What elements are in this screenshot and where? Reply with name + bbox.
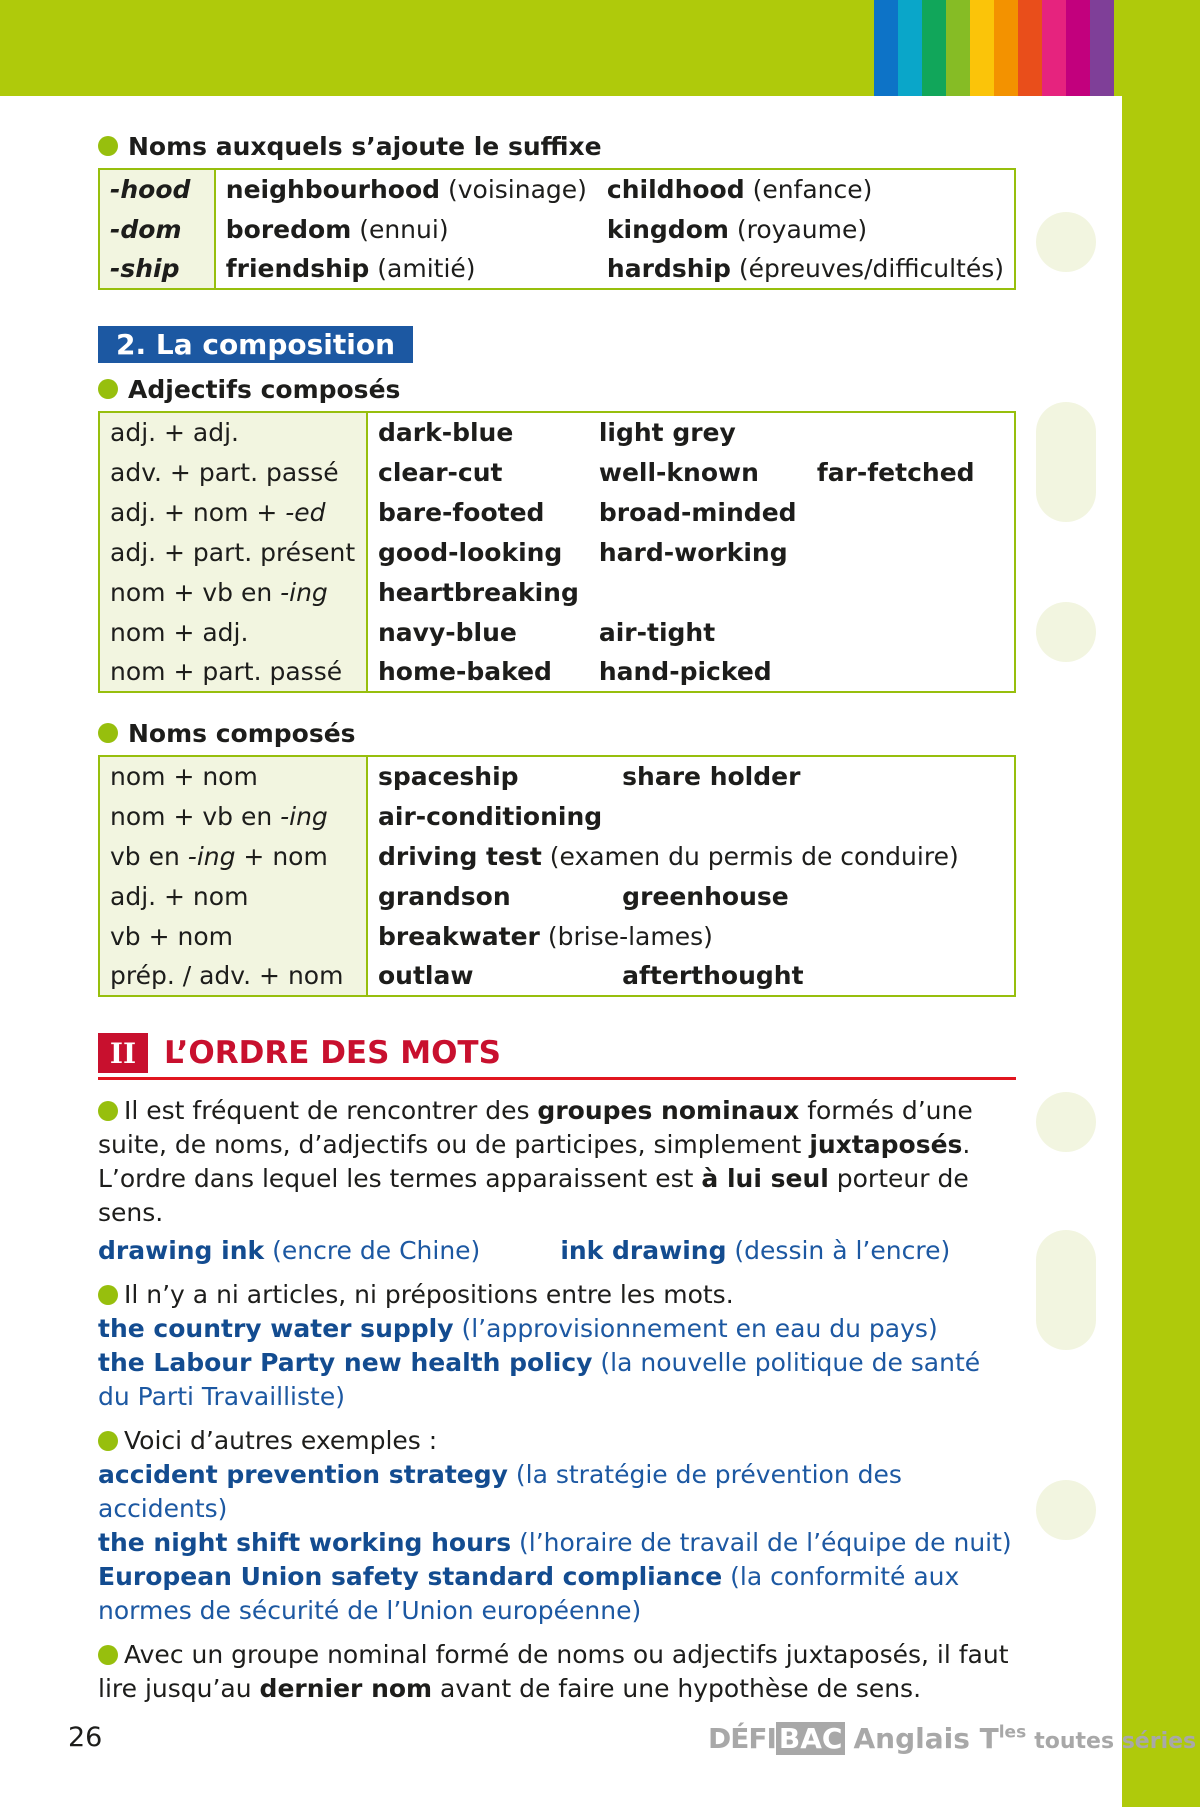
example-word: breakwater xyxy=(378,921,540,951)
translation: (ennui) xyxy=(359,214,449,244)
pattern-cell xyxy=(99,412,367,452)
bullet-icon xyxy=(98,136,118,156)
example-cell xyxy=(612,796,1015,836)
pattern-cell xyxy=(99,796,367,836)
example-word: outlaw xyxy=(378,961,474,990)
pattern-cell xyxy=(99,916,367,956)
translation: (examen du permis de conduire) xyxy=(541,841,959,871)
example xyxy=(98,1526,1016,1560)
pattern-cell xyxy=(99,612,367,652)
example xyxy=(98,1458,1016,1526)
pattern-text: nom + nom xyxy=(110,762,258,791)
table-row xyxy=(99,612,1015,652)
example-cell xyxy=(589,532,807,572)
pattern-text: vb en xyxy=(110,841,188,871)
bullet-icon xyxy=(98,1645,118,1665)
example-word: broad-minded xyxy=(598,497,797,527)
pattern-cell xyxy=(99,756,367,796)
example-word: heartbreaking xyxy=(378,577,579,607)
example-cell xyxy=(367,916,1015,956)
example-word: dark-blue xyxy=(378,418,514,447)
pattern-italic: -ing xyxy=(280,577,328,607)
example-word: hardship xyxy=(606,254,731,283)
suffix-cell xyxy=(99,249,215,289)
right-color-band xyxy=(1122,0,1200,1807)
bullet-icon xyxy=(98,379,118,399)
stripe xyxy=(898,0,922,96)
side-tab xyxy=(1036,402,1096,522)
pattern-text: nom + vb en xyxy=(110,801,281,831)
stripe xyxy=(946,0,970,96)
suffix-label: -dom xyxy=(110,214,182,244)
example-cell xyxy=(367,532,589,572)
example-word: navy-blue xyxy=(378,617,517,647)
example-cell xyxy=(612,956,1015,996)
example-list xyxy=(98,1458,1016,1628)
example-word: boredom xyxy=(225,214,352,244)
example-word: greenhouse xyxy=(622,881,789,911)
suffix-cell xyxy=(99,209,215,249)
example-cell xyxy=(612,756,1015,796)
example: drawing ink (encre de Chine) xyxy=(98,1236,481,1265)
translation: (la stratégie de prévention des accidents) xyxy=(98,1460,902,1523)
example: ink drawing (dessin à l’encre) xyxy=(560,1236,951,1265)
table-row xyxy=(99,652,1015,692)
bullet-icon xyxy=(98,1431,118,1451)
table-row xyxy=(99,169,1015,209)
part-label: L’ORDRE DES MOTS xyxy=(164,1035,501,1071)
translation: (épreuves/difficultés) xyxy=(738,254,1004,283)
pattern-cell xyxy=(99,836,367,876)
pattern-text: adj. + part. présent xyxy=(110,537,356,567)
pattern-italic: -ing xyxy=(280,801,328,831)
example xyxy=(98,1560,1016,1628)
example-cell xyxy=(589,412,807,452)
example-cell xyxy=(367,652,589,692)
pattern-cell xyxy=(99,876,367,916)
example-word: neighbourhood xyxy=(225,175,441,204)
example-cell xyxy=(215,169,597,209)
paragraph: Avec un groupe nominal formé de noms ou adjectifs juxtaposés, il faut lire jusqu’au dernier nom avant de faire une hypothèse de sens. xyxy=(98,1640,1009,1703)
example-cell xyxy=(589,572,807,612)
table-row xyxy=(99,956,1015,996)
example-cell xyxy=(807,412,1015,452)
stripe xyxy=(1018,0,1042,96)
translation: (l’horaire de travail de l’équipe de nuit) xyxy=(511,1528,1012,1557)
example-word: air-conditioning xyxy=(378,801,603,831)
example-word: air-tight xyxy=(598,617,716,647)
pattern-cell xyxy=(99,652,367,692)
translation: (royaume) xyxy=(736,214,868,244)
example-word: friendship xyxy=(225,254,370,283)
pattern-text: nom + adj. xyxy=(110,617,249,647)
example-word: good-looking xyxy=(378,537,563,567)
pattern-cell xyxy=(99,532,367,572)
side-tab xyxy=(1036,212,1096,272)
example-word: clear-cut xyxy=(378,457,503,487)
compound-adjectives-table xyxy=(98,411,1016,693)
pattern-text: vb + nom xyxy=(110,921,233,951)
example-cell xyxy=(597,169,1015,209)
translation: (la nouvelle politique de santé du Parti Travailliste) xyxy=(98,1348,981,1411)
example-cell xyxy=(367,612,589,652)
table-row xyxy=(99,492,1015,532)
translation: (amitié) xyxy=(377,254,476,283)
suffix-label: -hood xyxy=(110,175,191,204)
example-cell xyxy=(807,652,1015,692)
example-cell xyxy=(367,452,589,492)
example-word: afterthought xyxy=(622,961,804,990)
example-cell xyxy=(612,876,1015,916)
pattern-cell xyxy=(99,492,367,532)
example-cell xyxy=(589,452,807,492)
example-word: kingdom xyxy=(606,214,729,244)
table-row xyxy=(99,796,1015,836)
example-cell xyxy=(597,209,1015,249)
pattern-italic: -ing xyxy=(187,841,236,871)
example-list xyxy=(98,1312,1016,1414)
example-pair xyxy=(98,1234,1016,1268)
example-word: hand-picked xyxy=(598,657,772,686)
brand-series: toutes séries xyxy=(1034,1729,1197,1754)
example-word: bare-footed xyxy=(378,497,545,527)
bullet-icon xyxy=(98,1285,118,1305)
nouns-heading: Noms composés xyxy=(98,715,1016,751)
table-row xyxy=(99,249,1015,289)
example-cell xyxy=(589,492,807,532)
example-phrase: the country water supply xyxy=(98,1314,454,1343)
example-cell xyxy=(367,572,589,612)
example-cell xyxy=(367,756,612,796)
pattern-text: + nom xyxy=(235,841,328,871)
suffix-heading: Noms auxquels s’ajoute le suffixe xyxy=(98,128,1016,164)
pattern-cell xyxy=(99,452,367,492)
brand-defi: DÉFI xyxy=(708,1722,776,1755)
pattern-cell xyxy=(99,956,367,996)
part-title xyxy=(98,1033,1016,1080)
translation: (voisinage) xyxy=(447,175,587,204)
stripe xyxy=(922,0,946,96)
brand-title: Anglais $T^{les}$ xyxy=(853,1722,1027,1755)
table-row xyxy=(99,532,1015,572)
suffix-cell xyxy=(99,169,215,209)
example-cell xyxy=(367,796,612,836)
example-word: well-known xyxy=(598,457,759,487)
table-row xyxy=(99,452,1015,492)
example-cell xyxy=(807,532,1015,572)
stripe xyxy=(1042,0,1066,96)
example-word: home-baked xyxy=(378,657,552,686)
example xyxy=(98,1312,1016,1346)
stripe xyxy=(970,0,994,96)
example-cell xyxy=(367,836,1015,876)
example-cell xyxy=(367,956,612,996)
pattern-cell xyxy=(99,572,367,612)
part-number: II xyxy=(98,1033,148,1073)
example-phrase: the Labour Party new health policy xyxy=(98,1348,593,1377)
example-cell xyxy=(807,572,1015,612)
example-cell xyxy=(215,209,597,249)
compound-nouns-table xyxy=(98,755,1016,997)
adjectives-heading: Adjectifs composés xyxy=(98,371,1016,407)
table-row xyxy=(99,916,1015,956)
example-word: share holder xyxy=(622,762,801,791)
table-row xyxy=(99,756,1015,796)
table-row xyxy=(99,876,1015,916)
side-tab xyxy=(1036,602,1096,662)
footer-brand xyxy=(708,1722,1196,1755)
example-cell xyxy=(367,492,589,532)
pattern-text: nom + part. passé xyxy=(110,657,343,686)
side-tab xyxy=(1036,1230,1096,1350)
pattern-text: adj. + adj. xyxy=(110,418,240,447)
stripe xyxy=(1066,0,1090,96)
example-word: grandson xyxy=(378,881,511,911)
page-content xyxy=(98,128,1016,1706)
pattern-text: adj. + nom xyxy=(110,881,249,911)
example-cell xyxy=(589,652,807,692)
example-word: spaceship xyxy=(378,762,519,791)
side-tab xyxy=(1036,1480,1096,1540)
translation: (la conformité aux normes de sécurité de l’Union européenne) xyxy=(98,1562,960,1625)
example-phrase: accident prevention strategy xyxy=(98,1460,508,1489)
example xyxy=(98,1346,1016,1414)
example-cell xyxy=(597,249,1015,289)
rainbow-stripes xyxy=(874,0,1114,96)
translation: (l’approvisionnement en eau du pays) xyxy=(453,1314,938,1343)
paragraph: Il n’y a ni articles, ni prépositions entre les mots. xyxy=(98,1278,1016,1312)
example-cell xyxy=(367,412,589,452)
table-row xyxy=(99,572,1015,612)
paragraph: Il est fréquent de rencontrer des groupes nominaux formés d’une suite, de noms, d’adjectifs ou de participes, simplement juxtaposés. L’ordre dans lequel les termes apparaissent est à lui seul porteur de sens. xyxy=(98,1096,973,1227)
table-row xyxy=(99,412,1015,452)
example-cell xyxy=(807,452,1015,492)
translation: (brise-lames) xyxy=(539,921,713,951)
pattern-text: adj. + nom + xyxy=(110,497,286,527)
example-cell xyxy=(367,876,612,916)
example-word: hard-working xyxy=(598,537,788,567)
paragraph: Voici d’autres exemples : xyxy=(98,1424,1016,1458)
pattern-text: prép. / adv. + nom xyxy=(110,961,344,990)
page-number: 26 xyxy=(68,1722,103,1753)
suffix-label: -ship xyxy=(110,254,180,283)
suffix-table xyxy=(98,168,1016,290)
pattern-text: nom + vb en xyxy=(110,577,281,607)
translation: (enfance) xyxy=(752,175,873,204)
example-word: far-fetched xyxy=(816,457,975,487)
example-cell xyxy=(807,612,1015,652)
stripe xyxy=(1090,0,1114,96)
pattern-italic: -ed xyxy=(285,497,326,527)
example-phrase: European Union safety standard compliance xyxy=(98,1562,723,1591)
brand-bac: BAC xyxy=(776,1722,846,1755)
example-word: childhood xyxy=(606,175,745,204)
section-title: 2. La composition xyxy=(98,326,413,363)
table-row xyxy=(99,209,1015,249)
stripe xyxy=(994,0,1018,96)
example-phrase: the night shift working hours xyxy=(98,1528,512,1557)
example-word: driving test xyxy=(378,841,542,871)
stripe xyxy=(874,0,898,96)
pattern-text: adv. + part. passé xyxy=(110,457,339,487)
table-row xyxy=(99,836,1015,876)
bullet-icon xyxy=(98,723,118,743)
example-cell xyxy=(215,249,597,289)
example-cell xyxy=(807,492,1015,532)
example-cell xyxy=(589,612,807,652)
bullet-icon xyxy=(98,1101,118,1121)
side-tab xyxy=(1036,1092,1096,1152)
example-word: light grey xyxy=(598,418,736,447)
